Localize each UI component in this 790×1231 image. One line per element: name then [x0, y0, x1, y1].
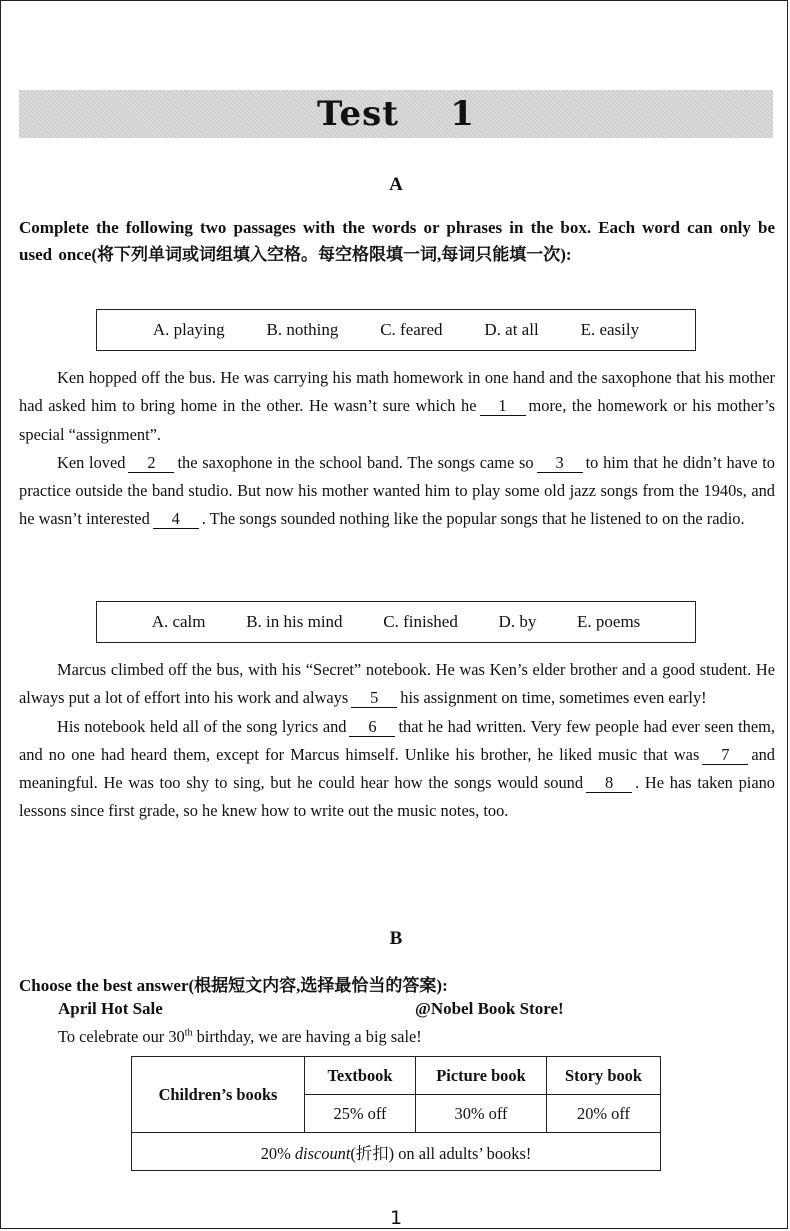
blank-3[interactable]: 3: [537, 454, 583, 473]
section-a-heading: A: [389, 174, 403, 195]
section-a-instruction: Complete the following two passages with the words or phrases in the box. Each word can only be used once(将下列单词或词组填入空格。每空格限填一词,每词只能填一次):: [19, 218, 775, 264]
word-box-2: [96, 601, 696, 643]
word-option: D. by: [498, 612, 537, 631]
passage-2: [19, 656, 775, 826]
text: and meaningful. He was too shy to sing, but he could hear how the songs would sound: [19, 744, 775, 793]
title-banner: [19, 90, 773, 138]
word-option: A. calm: [151, 612, 206, 631]
text: Ken loved: [57, 452, 126, 472]
store-name: @Nobel Book Store!: [415, 999, 564, 1018]
paragraph-4: [19, 713, 775, 826]
text: 20%: [260, 1143, 291, 1163]
blank-6[interactable]: 6: [349, 718, 395, 737]
word-box-1: [96, 309, 696, 351]
text: To celebrate our 30: [58, 1027, 185, 1046]
text: more, the homework or his mother’s special “assignment”.: [19, 396, 775, 444]
text: . He has taken piano lessons since first grade, so he knew how to write out the music notes, too.: [19, 773, 775, 821]
value-story-book: 20% off: [547, 1095, 661, 1133]
blank-4[interactable]: 4: [153, 510, 199, 529]
row-label-childrens-books: Children’s books: [132, 1057, 305, 1133]
word-option: E. poems: [577, 612, 641, 631]
word-option: A. playing: [152, 320, 225, 339]
blank-1[interactable]: 1: [480, 397, 526, 416]
blank-7[interactable]: 7: [702, 746, 748, 765]
word-option: D. at all: [484, 320, 539, 339]
header-textbook: Textbook: [305, 1057, 416, 1095]
text: birthday, we are having a big sale!: [192, 1027, 422, 1046]
word-option: C. finished: [383, 612, 458, 631]
section-b-heading: B: [389, 928, 403, 949]
text-italic: discount: [294, 1143, 351, 1163]
word-option: B. in his mind: [246, 612, 343, 631]
blank-5[interactable]: 5: [351, 689, 397, 708]
sale-table: [131, 1056, 661, 1171]
page-title: Test 1: [317, 94, 475, 134]
word-option: C. feared: [380, 320, 443, 339]
text: that he had written. Very few people had ever seen them, and no one had heard them, except for Marcus himself. Unlike his brother, he liked music that was: [19, 716, 775, 764]
passage-1: [19, 364, 775, 534]
text: Ken hopped off the bus. He was carrying his math homework in one hand and the saxophone that his mother had asked him to bring home in the other. He wasn’t sure which he: [19, 368, 775, 416]
sale-title: April Hot Sale: [58, 999, 163, 1018]
paragraph-2: [19, 449, 775, 534]
header-story-book: Story book: [547, 1057, 661, 1095]
adult-discount-row: [132, 1133, 661, 1171]
paragraph-1: [19, 364, 775, 449]
text: His notebook held all of the song lyrics and: [57, 716, 347, 736]
section-b-instruction: Choose the best answer(根据短文内容,选择最恰当的答案):: [19, 976, 448, 995]
paragraph-3: [19, 656, 775, 713]
superscript: th: [184, 1027, 193, 1039]
word-option: E. easily: [580, 320, 640, 339]
sale-intro: [58, 1027, 422, 1047]
value-textbook: 25% off: [305, 1095, 416, 1133]
word-option: B. nothing: [266, 320, 339, 339]
blank-8[interactable]: 8: [586, 774, 632, 793]
text: his assignment on time, sometimes even early!: [400, 688, 707, 708]
header-picture-book: Picture book: [416, 1057, 547, 1095]
blank-2[interactable]: 2: [128, 454, 174, 473]
page-number: 1: [389, 1207, 403, 1229]
value-picture-book: 30% off: [416, 1095, 547, 1133]
text: . The songs sounded nothing like the popular songs that he listened to on the radio.: [201, 509, 745, 529]
text: to him that he didn’t have to practice outside the band studio. But now his mother wanted him to play some old jazz songs from the 1940s, and he wasn’t interested: [19, 452, 775, 529]
text: the saxophone in the school band. The songs came so: [177, 452, 534, 472]
text: (折扣) on all adults’ books!: [350, 1143, 532, 1163]
text: Marcus climbed off the bus, with his “Secret” notebook. He was Ken’s elder brother and a good student. He always put a lot of effort into his work and always: [19, 660, 775, 708]
